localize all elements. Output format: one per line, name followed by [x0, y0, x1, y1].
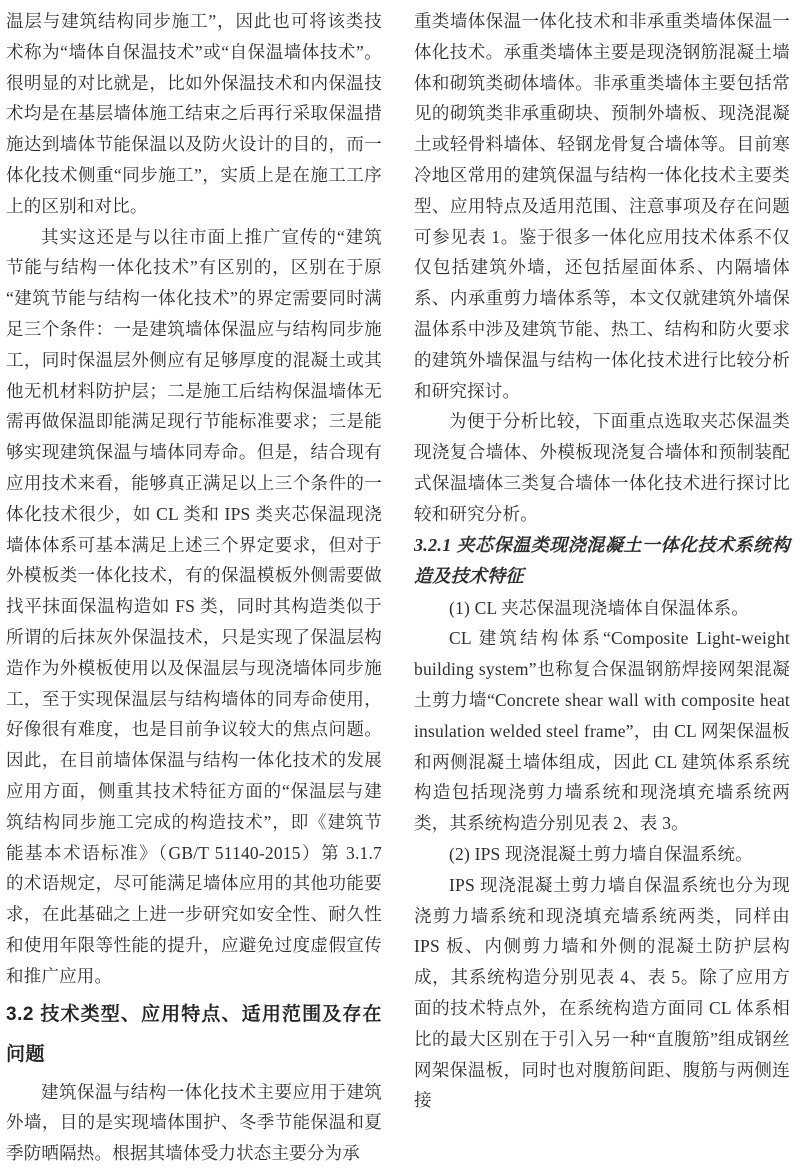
body-paragraph: IPS 现浇混凝土剪力墙自保温系统也分为现浇剪力墙系统和现浇填充墙系统两类，同样由 IPS 板、内侧剪力墙和外侧的混凝土防护层构成，其系统构造分别见表 4、表 5。除了应用方面的技术特点外，在系统构造方面同 CL 体系相比的最大区别在于引入另一种“直腹筋”组成钢丝网架保温板，同时也对腹筋间距、腹筋与两侧连接 [414, 874, 790, 1111]
right-column [414, 6, 790, 1133]
left-column [6, 6, 382, 1164]
body-paragraph: CL 建筑结构体系“Composite Light-weight building system”也称复合保温钢筋焊接网架混凝土剪力墙“Concrete shear wall with composite heat insulation welded steel frame”，由 CL 网架保温板和两侧混凝土墙体组成，因此 CL 建筑体系系统构造包括现浇剪力墙系统和现浇填充墙系统两类，其系统构造分别见表 2、表 3。 [414, 628, 790, 834]
body-paragraph: 建筑保温与结构一体化技术主要应用于建筑外墙，目的是实现墙体围护、冬季节能保温和夏季防晒隔热。根据其墙体受力状态主要分为承 [6, 1081, 382, 1164]
body-paragraph: 为便于分析比较，下面重点选取夹芯保温类现浇复合墙体、外模板现浇复合墙体和预制装配式保温墙体三类复合墙体一体化技术进行探讨比较和研究分析。 [414, 411, 790, 524]
section-heading-3-2: 3.2 技术类型、应用特点、适用范围及存在问题 [6, 1003, 382, 1065]
subsection-heading-3-2-1: 3.2.1 夹芯保温类现浇混凝土一体化技术系统构造及技术特征 [414, 534, 790, 587]
body-paragraph-continuation: 温层与建筑结构同步施工”，因此也可将该类技术称为“墙体自保温技术”或“自保温墙体技术”。很明显的对比就是，比如外保温技术和内保温技术均是在基层墙体施工结束之后再行采取保温措施达到墙体节能保温以及防火设计的目的，而一体化技术侧重“同步施工”，实质上是在施工工序上的区别和对比。 [6, 11, 382, 216]
body-paragraph-continuation: 重类墙体保温一体化技术和非承重类墙体保温一体化技术。承重类墙体主要是现浇钢筋混凝土墙体和砌筑类砌体墙体。非承重类墙体主要包括常见的砌筑类非承重砌块、预制外墙板、现浇混凝土或轻骨料墙体、轻钢龙骨复合墙体等。目前寒冷地区常用的建筑保温与结构一体化技术主要类型、应用特点及适用范围、注意事项及存在问题可参见表 1。鉴于很多一体化应用技术体系不仅仅包括建筑外墙，还包括屋面体系、内隔墙体系、内承重剪力墙体系等，本文仅就建筑外墙保温体系中涉及建筑节能、热工、结构和防火要求的建筑外墙保温与结构一体化技术进行比较分析和研究探讨。 [414, 11, 790, 401]
list-item-paragraph: (1) CL 夹芯保温现浇墙体自保温体系。 [449, 597, 750, 618]
list-item-paragraph: (2) IPS 现浇混凝土剪力墙自保温系统。 [449, 843, 753, 864]
body-paragraph: 其实这还是与以往市面上推广宣传的“建筑节能与结构一体化技术”有区别的，区别在于原“建筑节能与结构一体化技术”的界定需要同时满足三个条件：一是建筑墙体保温应与结构同步施工，同时保温层外侧应有足够厚度的混凝土或其他无机材料防护层；二是施工后结构保温墙体无需再做保温即能满足现行节能标准要求；三是能够实现建筑保温与墙体同寿命。但是，结合现有应用技术来看，能够真正满足以上三个条件的一体化技术很少，如 CL 类和 IPS 类夹芯保温现浇墙体体系可基本满足上述三个界定要求，但对于外模板类一体化技术，有的保温模板外侧需要做找平抹面保温构造如 FS 类，同时其构造类似于所谓的后抹灰外保温技术，只是实现了保温层构造作为外模板使用以及保温层与现浇墙体同步施工，至于实现保温层与结构墙体的同寿命使用，好像很有难度，也是目前争议较大的焦点问题。因此，在目前墙体保温与结构一体化技术的发展应用方面，侧重其技术特征方面的“保温层与建筑结构同步施工完成的构造技术”，即《建筑节能基本术语标准》（GB/T 51140-2015）第 3.1.7 的术语规定，尽可能满足墙体应用的其他功能要求，在此基础之上进一步研究如安全性、耐久性和使用年限等性能的提升，应避免过度虚假宣传和推广应用。 [6, 226, 382, 986]
